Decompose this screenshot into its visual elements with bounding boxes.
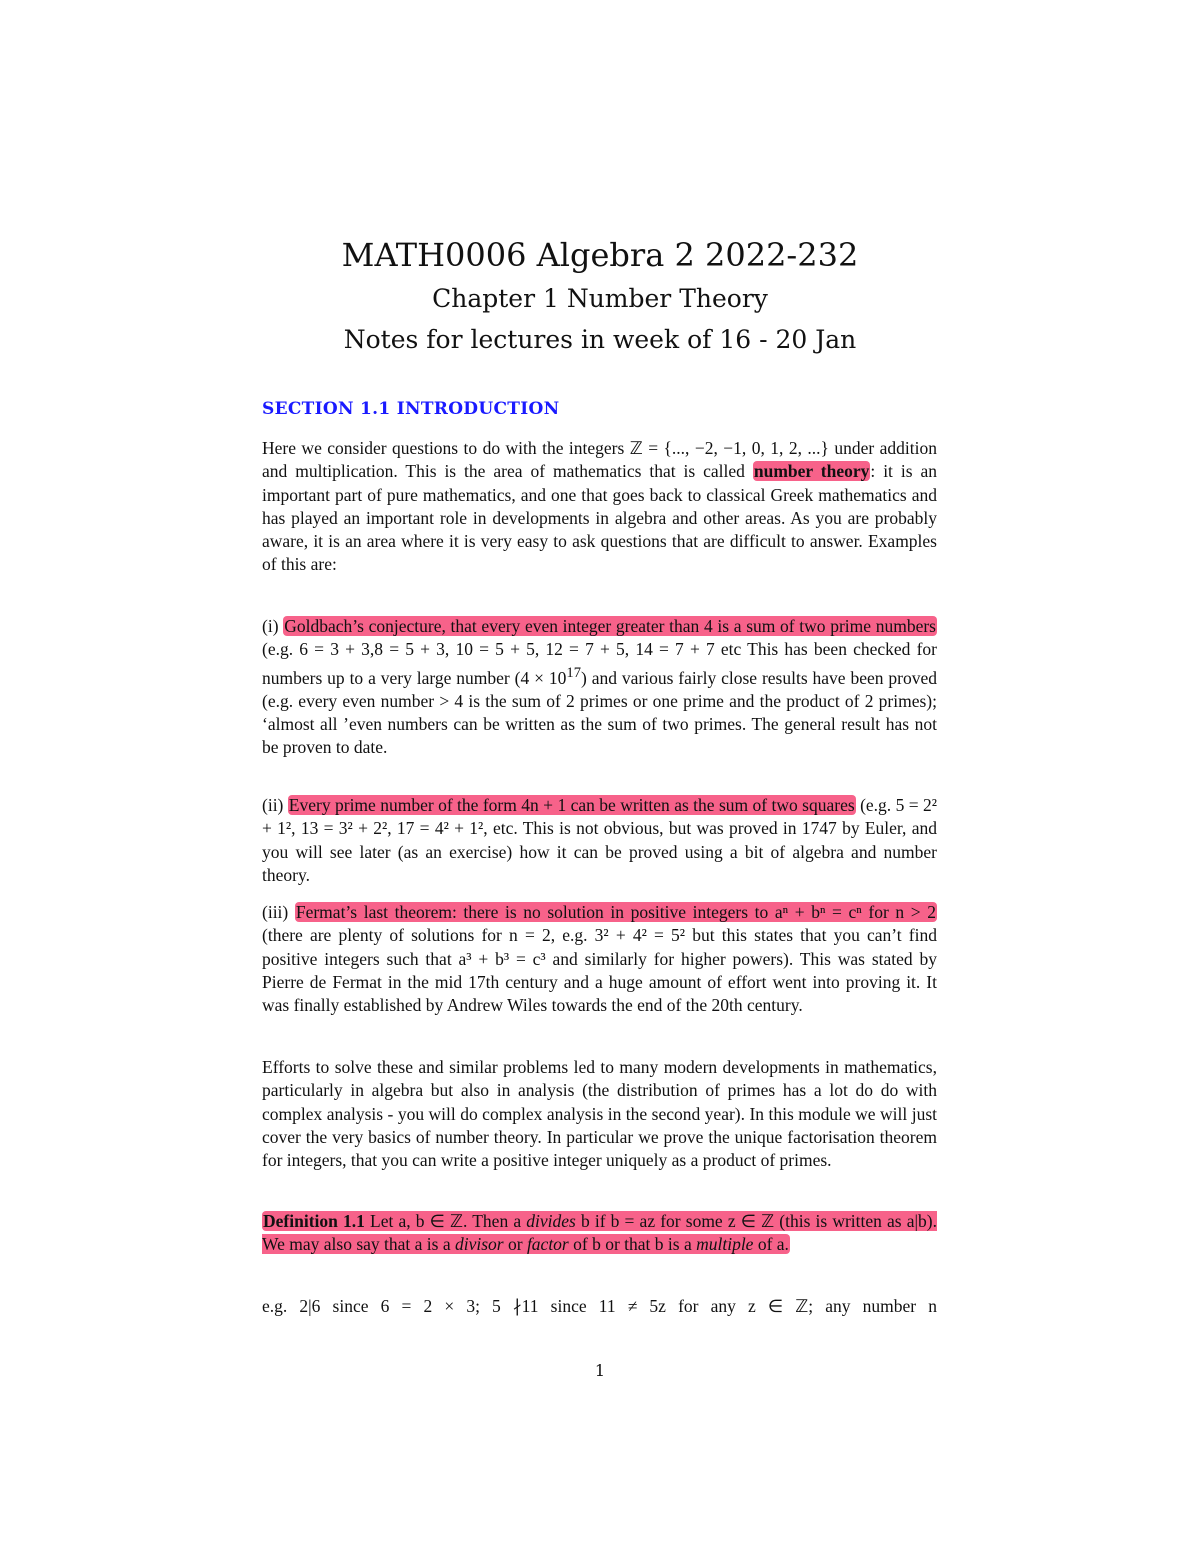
document-title: MATH0006 Algebra 2 2022-232 (341, 236, 859, 274)
item-label: (ii) (262, 795, 288, 815)
text: (e.g. 5 = 2² + 1², 13 = 3² + 2², 17 = 4² + 1², etc. This is not obvious, but was proved in 1747 by Euler, and you will see later (as an exercise) how it can be proved using a bit of algebra and number theory. (262, 795, 938, 885)
text: (e.g. 6 = 3 + 3,8 = 5 + 3, 10 = 5 + 5, 12 = 7 + 5, 14 = 7 + 7 etc This has been checked for numbers up to a very large number (4 × 10 (262, 639, 937, 688)
highlight: Goldbach’s conjecture, that every even integer greater than 4 is a sum of two prime numbers (284, 616, 936, 636)
highlight: number theory (753, 461, 870, 482)
item-label: (iii) (262, 902, 295, 922)
text: b if b = az for some z ∈ ℤ (this is written as a|b). We may also say that a is a (262, 1211, 937, 1255)
term: divisor (454, 1234, 504, 1255)
text: ) and various fairly close results have been proved (e.g. every even number > 4 is the sum of 2 primes or one prime and the product of 2 primes); ‘almost all ’even numbers can be written as the sum of two primes. The general result has not be proven to date. (262, 667, 937, 758)
intro-paragraph (262, 437, 937, 577)
notes-subtitle: Notes for lectures in week of 16 - 20 Jan (343, 325, 857, 354)
efforts-paragraph: Efforts to solve these and similar problems led to many modern developments in mathematics, particularly in algebra but also in analysis (the distribution of primes has a lot do do with complex analysis - you will do complex analysis in the second year). In this module we will just cover the very basics of number theory. In particular we prove the unique factorisation theorem for integers, that you can write a positive integer uniquely as a product of primes. (262, 1057, 937, 1171)
superscript: 17 (566, 664, 581, 681)
text: : it is an important part of pure mathematics, and one that goes back to classical Greek mathematics and has played an important role in developments in algebra and other areas. As you are probably aware, it is an area where it is very easy to ask questions that are difficult to answer. Examples of this are: (262, 461, 937, 575)
section-heading: SECTION 1.1 INTRODUCTION (262, 399, 560, 419)
term: factor (526, 1234, 569, 1255)
text: (there are plenty of solutions for n = 2, e.g. 3² + 4² = 5² but this states that you can’t find positive integers such that a³ + b³ = c³ and similarly for higher powers). This was stated by Pierre de Fermat in the mid 17th century and a huge amount of effort went into proving it. It was finally established by Andrew Wiles towards the end of the 20th century. (262, 925, 937, 1016)
definition-label: Definition 1.1 (263, 1211, 365, 1231)
text: of b or that b is a (568, 1234, 697, 1255)
highlight: Fermat’s last theorem: there is no solution in positive integers to aⁿ + bⁿ = cⁿ for n > 2 (295, 902, 937, 922)
page-number: 1 (594, 1361, 606, 1380)
chapter-title: Chapter 1 Number Theory (432, 284, 768, 313)
text: Let a, b ∈ ℤ. Then a (364, 1211, 527, 1231)
text: Here we consider questions to do with the integers ℤ = {..., −2, −1, 0, 1, 2, ...} under addition and multiplication. This is the area of mathematics that is called (262, 438, 937, 482)
text: of a. (753, 1234, 789, 1255)
definition-paragraph (262, 1210, 937, 1257)
item-iii-paragraph (262, 901, 937, 1017)
item-ii-paragraph (262, 794, 937, 887)
item-i-paragraph (262, 615, 937, 760)
highlight: Every prime number of the form 4n + 1 can be written as the sum of two squares (288, 795, 855, 815)
text: or (503, 1234, 527, 1255)
item-label: (i) (262, 616, 284, 636)
term: divides (526, 1211, 576, 1231)
example-line: e.g. 2|6 since 6 = 2 × 3; 5 ∤11 since 11 ≠ 5z for any z ∈ ℤ; any number n (262, 1296, 937, 1316)
term: multiple (696, 1234, 754, 1255)
